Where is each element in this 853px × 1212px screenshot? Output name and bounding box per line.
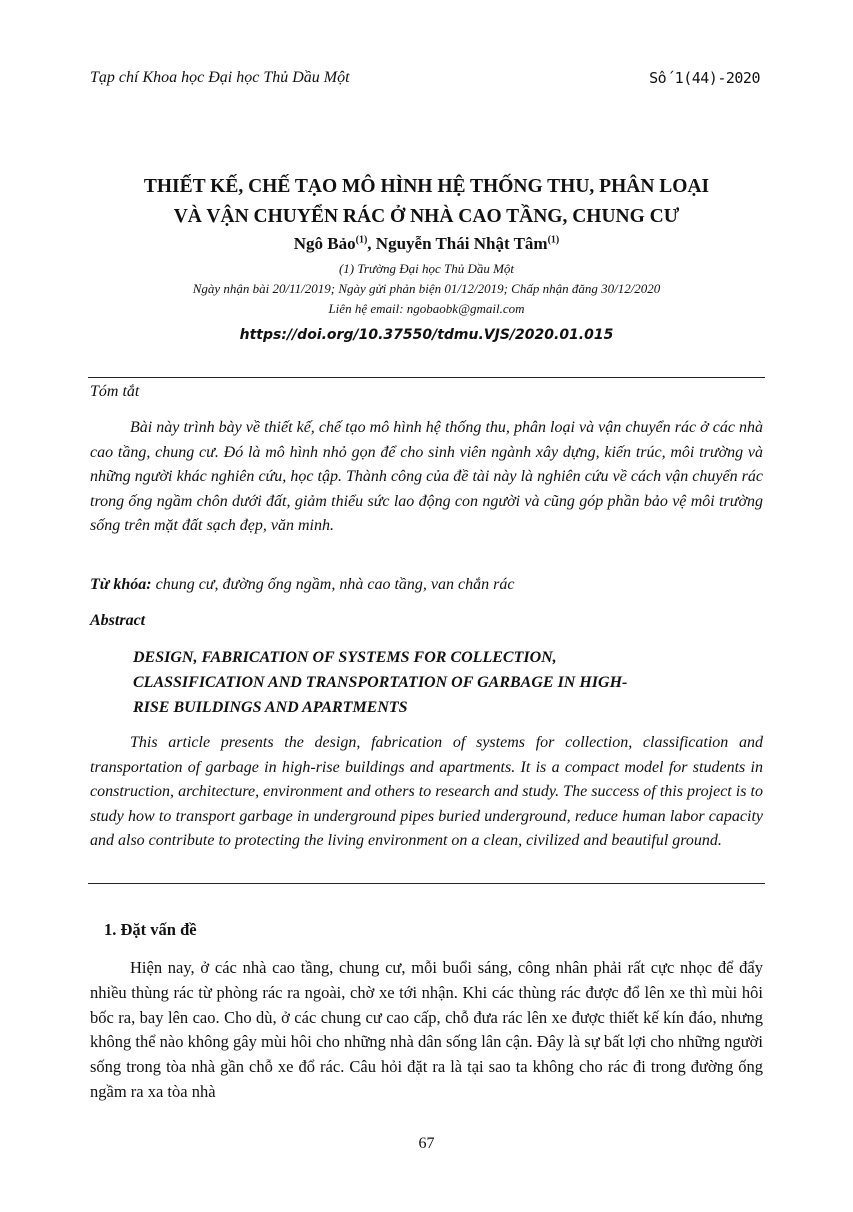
author-1-affiliation-mark: (1) bbox=[355, 234, 368, 246]
author-2: Nguyễn Thái Nhật Tâm bbox=[375, 234, 548, 253]
paper-title bbox=[90, 172, 763, 232]
section-body-text: Hiện nay, ở các nhà cao tầng, chung cư, mỗi buổi sáng, công nhân phải rất cực nhọc để đẩy nhiều thùng rác từ phòng rác ra ngoài, chờ xe tới nhận. Khi các thùng rác được đổ lên xe thì mùi hôi bốc ra, bay lên cao. Cho dù, ở các chung cư cao cấp, chỗ đưa rác lên xe được thiết kế kín đáo, nhưng không thể nào không gây mùi hôi cho những nhà dân sống lân cận. Đây là sự bất lợi cho những người sống trong tòa nhà gần chỗ xe đổ rác. Câu hỏi đặt ra là tại sao ta không cho rác đi trong đường ống ngầm ra xa tòa nhà bbox=[90, 958, 763, 1101]
keywords-text: chung cư, đường ống ngầm, nhà cao tầng, van chắn rác bbox=[151, 576, 515, 593]
author-separator: , bbox=[367, 234, 376, 253]
english-title-line-1: DESIGN, FABRICATION OF SYSTEMS FOR COLLECTION, bbox=[133, 649, 557, 666]
section-heading: 1. Đặt vấn đề bbox=[104, 920, 197, 939]
keywords bbox=[90, 576, 514, 594]
abstract-label: Abstract bbox=[90, 612, 146, 629]
author-2-affiliation-mark: (1) bbox=[547, 234, 560, 246]
english-title-line-3: RISE BUILDINGS AND APARTMENTS bbox=[133, 699, 408, 716]
divider-top bbox=[88, 377, 765, 378]
english-title bbox=[133, 645, 753, 720]
page-number: 67 bbox=[418, 1135, 435, 1152]
summary-label: Tóm tắt bbox=[90, 383, 140, 400]
doi-link[interactable]: https://doi.org/10.37550/tdmu.VJS/2020.01.015 bbox=[239, 327, 614, 343]
title-line-2: VÀ VẬN CHUYỂN RÁC Ở NHÀ CAO TẦNG, CHUNG CƯ bbox=[173, 206, 680, 227]
divider-bottom bbox=[88, 883, 765, 884]
journal-name: Tạp chí Khoa học Đại học Thủ Dầu Một bbox=[90, 69, 350, 86]
english-title-line-2: CLASSIFICATION AND TRANSPORTATION OF GARBAGE IN HIGH- bbox=[133, 674, 628, 691]
contact-email: Liên hệ email: ngobaobk@gmail.com bbox=[328, 301, 525, 316]
affiliation: (1) Trường Đại học Thủ Dầu Một bbox=[338, 261, 515, 276]
submission-dates: Ngày nhận bài 20/11/2019; Ngày gửi phản biện 01/12/2019; Chấp nhận đăng 30/12/2020 bbox=[192, 281, 661, 296]
summary-text: Bài này trình bày về thiết kế, chế tạo mô hình hệ thống thu, phân loại và vận chuyển rác ở các nhà cao tầng, chung cư. Đó là mô hình nhỏ gọn để cho sinh viên ngành xây dựng, kiến trúc, môi trường và những người khác nghiên cứu, học tập. Thành công của đề tài này là nghiên cứu về cách vận chuyển rác trong ống ngầm chôn dưới đất, giảm thiểu sức lao động con người và cũng góp phần bảo vệ môi trường sống trên mặt đất sạch đẹp, văn minh. bbox=[90, 419, 763, 535]
issue-number: Số 1(44)-2020 bbox=[649, 69, 760, 87]
author-list bbox=[90, 234, 763, 254]
abstract-text: This article presents the design, fabrication of systems for collection, classification and transportation of garbage in high-rise buildings and apartments. It is a compact model for students in construction, architecture, environment and others to research and study. The success of this project is to study how to transport garbage in underground pipes buried underground, reduce human labor capacity and also contribute to protecting the living environment on a clean, civilized and beautiful ground. bbox=[90, 734, 763, 850]
keywords-label: Từ khóa: bbox=[90, 576, 152, 593]
title-line-1: THIẾT KẾ, CHẾ TẠO MÔ HÌNH HỆ THỐNG THU, PHÂN LOẠI bbox=[143, 176, 710, 197]
author-1: Ngô Bảo bbox=[293, 234, 356, 253]
